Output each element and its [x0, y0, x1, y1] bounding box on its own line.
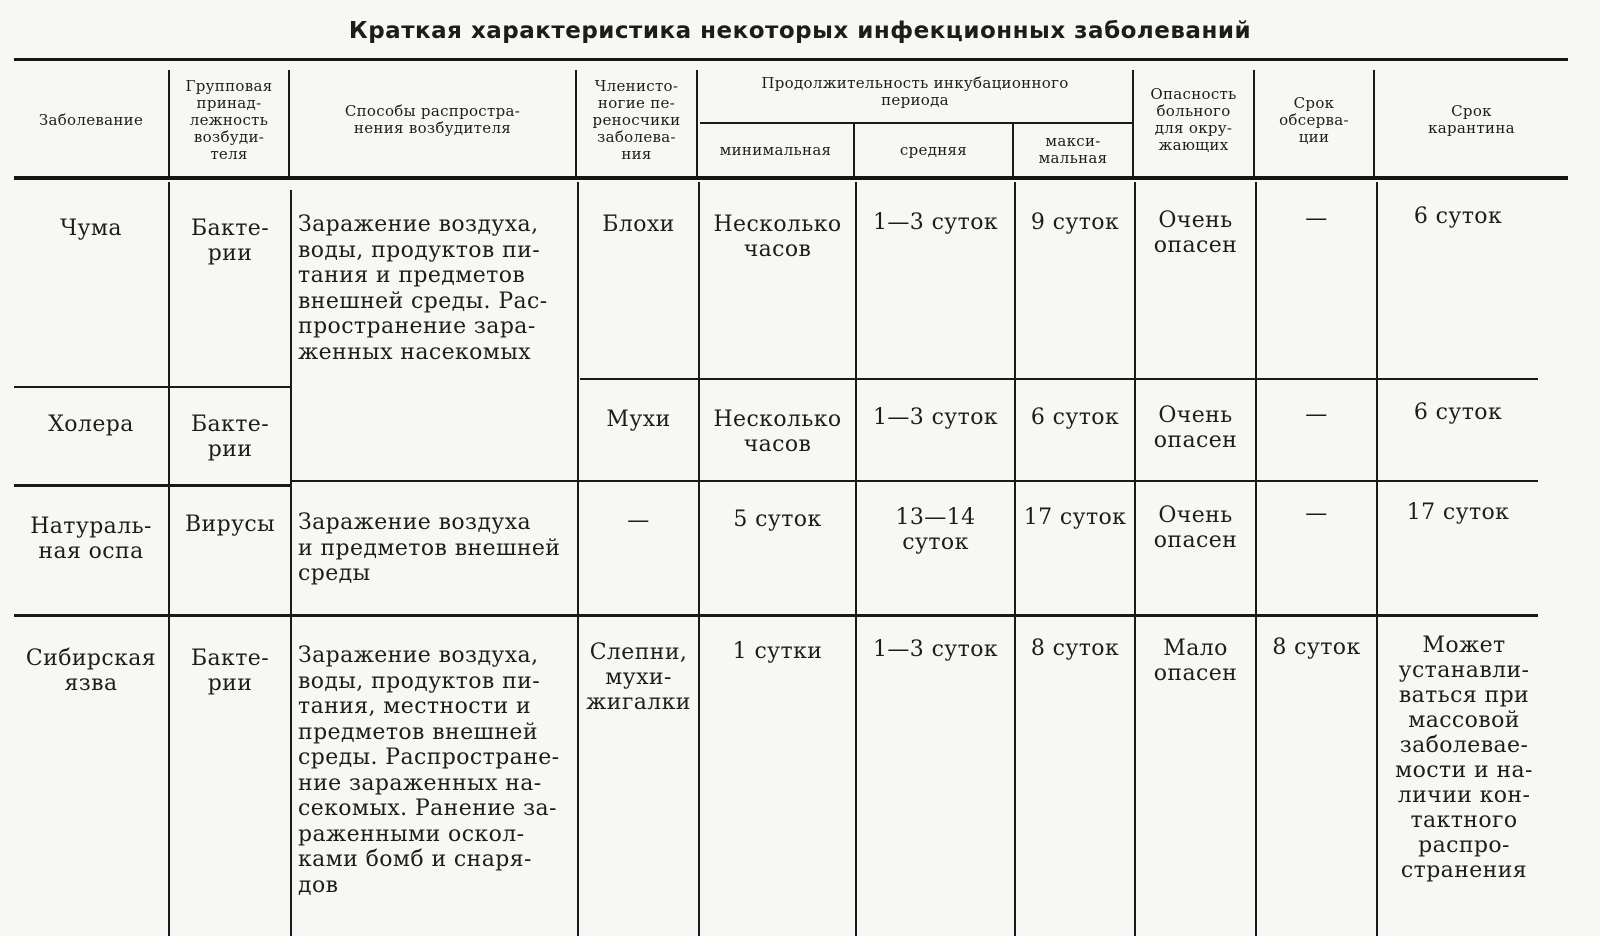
header-ways: Способы распростра- нения возбудителя: [344, 102, 521, 137]
group-cell: Бакте- рии: [190, 646, 270, 696]
incubation-avg-cell: 1—3 суток: [872, 405, 999, 430]
header-observation: Срок обсерва- ции: [1279, 93, 1349, 146]
group-cell: Бакте- рии: [190, 216, 270, 266]
group-cell: Бакте- рии: [190, 412, 270, 462]
body-divider: [290, 190, 292, 936]
ways-cell: Заражение воздуха, воды, продуктов пи- тания, местности и предметов внешней среды. Распростране- ние зараженных на- секомых. Ранение за- раженными оскол- ками бомб и снаря- дов: [298, 643, 560, 898]
incubation-min-cell: Несколько часов: [713, 212, 842, 262]
header-max: макси- мальная: [1038, 132, 1108, 167]
row-rule-plague-cholera-left: [14, 386, 290, 388]
header-incubation: Продолжительность инкубационного периода: [761, 74, 1069, 109]
danger-cell: Очень опасен: [1153, 503, 1238, 553]
vectors-cell: —: [627, 508, 650, 533]
incubation-max-cell: 8 суток: [1030, 636, 1120, 661]
incubation-avg-cell: 1—3 суток: [872, 637, 999, 662]
quarantine-cell: Может устанавли- ваться при массовой заболевае- мости и на- личии кон- тактного распро- странения: [1395, 633, 1533, 883]
vectors-cell: Блохи: [602, 212, 675, 237]
vectors-cell: Слепни, мухи- жигалки: [586, 640, 691, 715]
disease-cell: Холера: [48, 412, 134, 437]
disease-cell: Сибирская язва: [25, 646, 157, 696]
row-rule-plague-cholera-right: [580, 378, 1538, 380]
observation-cell: —: [1305, 206, 1328, 231]
danger-cell: Очень опасен: [1153, 208, 1238, 258]
ways-cell: Заражение воздуха и предметов внешней среды: [298, 510, 561, 586]
quarantine-cell: 17 суток: [1406, 500, 1510, 525]
body-divider: [698, 182, 700, 936]
incubation-max-cell: 9 суток: [1030, 210, 1120, 235]
danger-cell: Очень опасен: [1153, 403, 1238, 453]
observation-cell: 8 суток: [1272, 635, 1361, 660]
row-rule-cholera-smallpox: [14, 484, 290, 487]
incubation-min-cell: Несколько часов: [713, 407, 842, 457]
header-group: Групповая принад- лежность возбуди- теля: [185, 76, 273, 163]
incubation-min-cell: 1 сутки: [732, 639, 823, 664]
danger-cell: Мало опасен: [1153, 636, 1238, 686]
incubation-min-cell: 5 суток: [733, 507, 822, 532]
header-min: минимальная: [719, 140, 832, 159]
header-quarantine: Срок карантина: [1428, 102, 1515, 137]
header-vectors: Членисто- ногие пе- реносчики заболева- ния: [592, 76, 681, 163]
incubation-avg-cell: 1—3 суток: [872, 210, 999, 235]
header-danger: Опасность больного для окру- жающих: [1150, 85, 1237, 154]
incubation-max-cell: 17 суток: [1023, 505, 1127, 530]
header-bottom-rule: [14, 176, 1568, 180]
group-cell: Вирусы: [184, 512, 276, 537]
row-rule-cholera-smallpox: [290, 480, 1538, 482]
body-divider: [855, 182, 857, 936]
quarantine-cell: 6 суток: [1413, 400, 1503, 425]
vectors-cell: Мухи: [606, 407, 671, 432]
body-divider: [168, 182, 170, 936]
table-title: Краткая характеристика некоторых инфекционных заболеваний: [348, 18, 1252, 44]
ways-cell: Заражение воздуха, воды, продуктов пи- тания и предметов внешней среды. Рас- пространение зара- женных насекомых: [298, 212, 548, 365]
header-disease: Заболевание: [38, 110, 144, 129]
header-avg: средняя: [899, 140, 968, 159]
body-divider: [1255, 182, 1257, 936]
body-divider: [1134, 182, 1136, 936]
disease-cell: Натураль- ная оспа: [30, 514, 152, 564]
body-divider: [577, 182, 579, 936]
row-rule-smallpox-anthrax: [14, 614, 1538, 617]
observation-cell: —: [1305, 501, 1328, 526]
disease-cell: Чума: [60, 216, 122, 241]
incubation-max-cell: 6 суток: [1030, 405, 1120, 430]
incubation-avg-cell: 13—14 суток: [895, 505, 976, 555]
body-divider: [1014, 182, 1016, 936]
observation-cell: —: [1305, 402, 1328, 427]
quarantine-cell: 6 суток: [1413, 204, 1503, 229]
top-rule: [14, 58, 1568, 61]
